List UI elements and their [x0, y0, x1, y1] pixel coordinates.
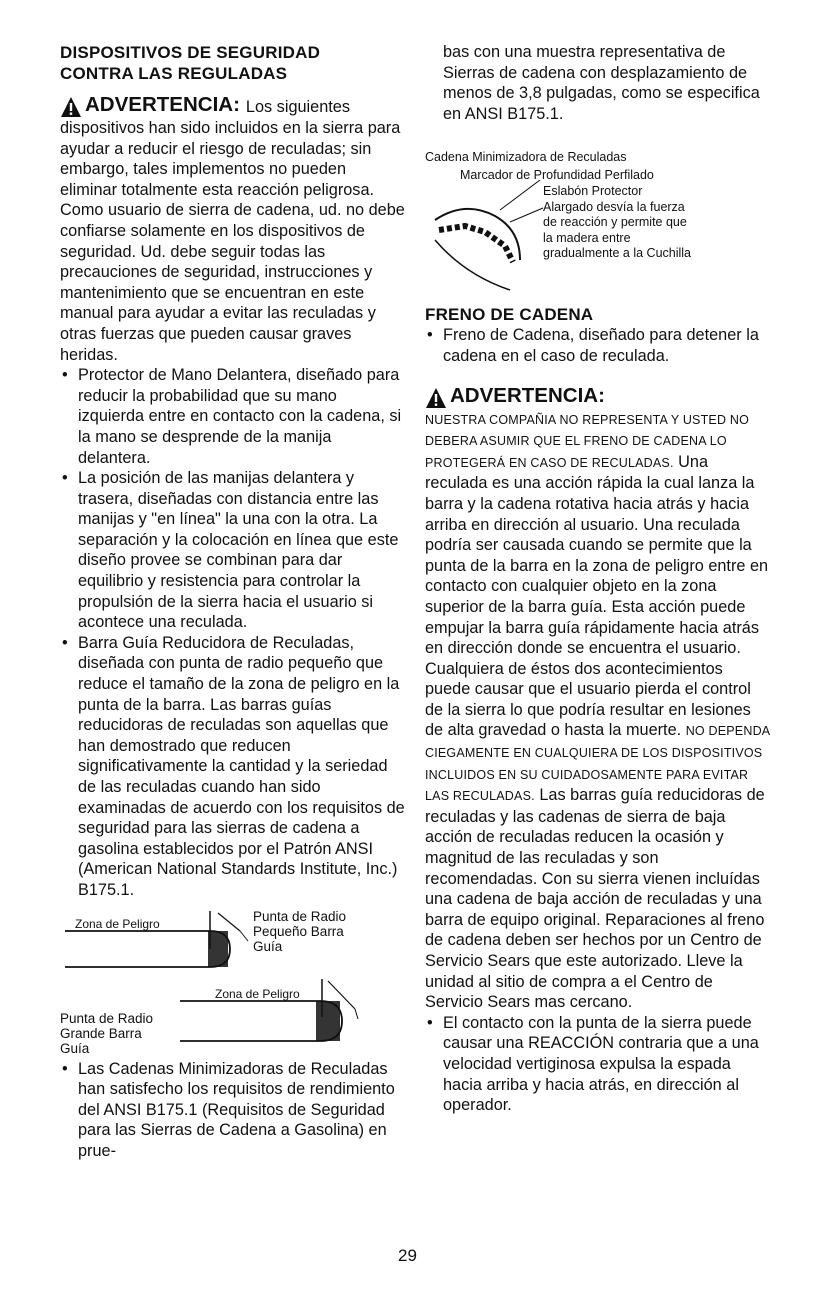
warning-label-2: ADVERTENCIA:: [450, 383, 605, 407]
brake-title: FRENO DE CADENA: [425, 305, 594, 325]
safety-device-list-2: [60, 1059, 405, 1162]
chain-link-label: Eslabón Protector Alargado desvía la fuerza de reacción y permite que la madera entre gradualmente a la Cuchilla: [543, 184, 692, 261]
bullet-hand-guard: • Protector de Mano Delantera, diseñado para reducir la probabilidad que su mano izquierda entre en contacto con la cadena, si la mano se desprende de la manija delantera.: [60, 365, 405, 468]
warning-text-2: Las barras guía reducidoras de reculadas y las cadenas de sierra de baja acción de reculadas reducen la ocasión y magnitud de las reculadas y son recomendadas. Con su sierra vienen incluídas una cadena de baja acción de reculadas y una barra de equipo original. Reparaciones al freno de cadena deben ser hechos por un Centro de Servicio Sears que este autorizado. Lleve la unidad al sitio de compra a el Centro de Servicio Sears mas cercano.: [425, 786, 765, 1012]
warning-text: dispositivos han sido incluidos en la sierra para ayudar a reducir el riesgo de reculadas; sin embargo, tales implementos no pueden eliminar totalmente esta reacción peligrosa. Como usuario de sierra de cadena, ud. no debe confiarse solamente en los dispositivos de seguridad. Ud. debe seguir todas las precauciones de seguridad, instrucciones y mantenimiento que se encuentran en este manual para ayudar a evitar las reculadas y otras fuerzas que pueden causar graves heridas.: [60, 119, 405, 364]
warning-text-1: Una reculada es una acción rápida la cual lanza la barra y la cadena rotativa hacia atrás y hacia arriba en dirección al usuario. Una reculada podría ser causada cuando se permite que la punta de la barra en la zona de peligro entre en contacto con cualquier objeto en la zona superior de la barra guía. Esta acción puede empujar la barra guía rápidamente hacia atrás en dirección donde se encuentra el usuario. Cualquiera de éstos dos acontecimientos puede causar que el usuario pierda el control de la sierra lo que podría resultar en lesiones de alta gravedad o hasta la muerte.: [425, 452, 769, 740]
continued-text: bas con una muestra representativa de Sierras de cadena con desplazamiento de menos de 3,8 pulgadas, como se especifica en ANSI B175.1.: [443, 43, 760, 123]
warning-heading: [60, 92, 405, 118]
bullet-guide-bar: • Barra Guía Reducidora de Reculadas, diseñada con punta de radio pequeño que reduce el tamaño de la zona de peligro en la punta de la barra. Las barras guías reducidoras de reculadas son aquellas que han demostrado que reducen significativamente la cantidad y la seriedad de las reculadas cuando han sido examinadas de acuerdo con los requisitos de seguridad para las sierras de cadena a gasolina establecidos por el Patrón ANSI (American National Standards Institute, Inc.) B175.1.: [60, 633, 405, 901]
bullet-chain: • Las Cadenas Minimizadoras de Reculadas han satisfecho los requisitos de rendimiento del ANSI B175.1 (Requisitos de Seguridad para las Sierras de Cadena a Gasolina) en prue-: [60, 1059, 405, 1162]
right-column: [425, 42, 770, 1116]
warning-caps: NUESTRA COMPAÑIA NO REPRESENTA Y USTED NO DEBERA ASUMIR QUE EL FRENO DE CADENA LO PROTEGERÁ EN CASO DE RECULADAS.: [425, 412, 750, 470]
safety-device-list: [60, 365, 405, 900]
chain-caption: Cadena Minimizadora de Reculadas: [425, 150, 627, 165]
label-zona-peligro-2: Zona de Peligro: [215, 986, 300, 1001]
label-punta-pequeno: Punta de Radio Pequeño Barra Guía: [253, 908, 347, 954]
warning-start: Los siguientes: [245, 98, 350, 117]
warning-triangle-icon: [60, 96, 82, 118]
warning-body: [425, 409, 770, 1013]
chain-marker-label: Marcador de Profundidad Perfilado: [460, 168, 654, 183]
warning-label: ADVERTENCIA:: [85, 93, 240, 116]
bar-tip-diagram: [60, 909, 405, 1059]
brake-bullet: • Freno de Cadena, diseñado para detener la cadena en el caso de reculada.: [425, 325, 770, 366]
contact-list: [425, 1013, 770, 1116]
contact-bullet: • El contacto con la punta de la sierra puede causar una REACCIÓN contraria que a una velocidad vertiginosa expulsa la espada hacia arriba y hacia atrás, en dirección al operador.: [425, 1013, 770, 1116]
warning-triangle-icon: [425, 387, 447, 409]
left-column: [60, 42, 405, 1162]
bullet-handle-position: • La posición de las manijas delantera y trasera, diseñadas con distancia entre las manijas y "en línea" la una con la otra. La separación y la colocación en línea que este diseño provee se combinan para dar equilibrio y resistencia para controlar la propulsión de la sierra hacia el usuario si acontece una reculada.: [60, 468, 405, 633]
chain-diagram: [425, 150, 770, 300]
warning-caps-2: NO DEPENDA CIEGAMENTE EN CUALQUIERA DE LOS DISPOSITIVOS INCLUIDOS EN SU CUIDADOSAMENTE PARA EVITAR LAS RECULADAS.: [425, 724, 770, 804]
label-punta-grande: Punta de Radio Grande Barra Guía: [60, 1010, 154, 1056]
chain-drawing: [425, 180, 545, 300]
section-title-line1: DISPOSITIVOS DE SEGURIDAD: [60, 43, 321, 62]
label-zona-peligro-1: Zona de Peligro: [75, 916, 160, 931]
page-number: 29: [398, 1246, 417, 1265]
brake-list: [425, 325, 770, 366]
warning-heading-2: [425, 383, 770, 409]
section-title-line2: CONTRA LAS REGULADAS: [60, 64, 288, 83]
